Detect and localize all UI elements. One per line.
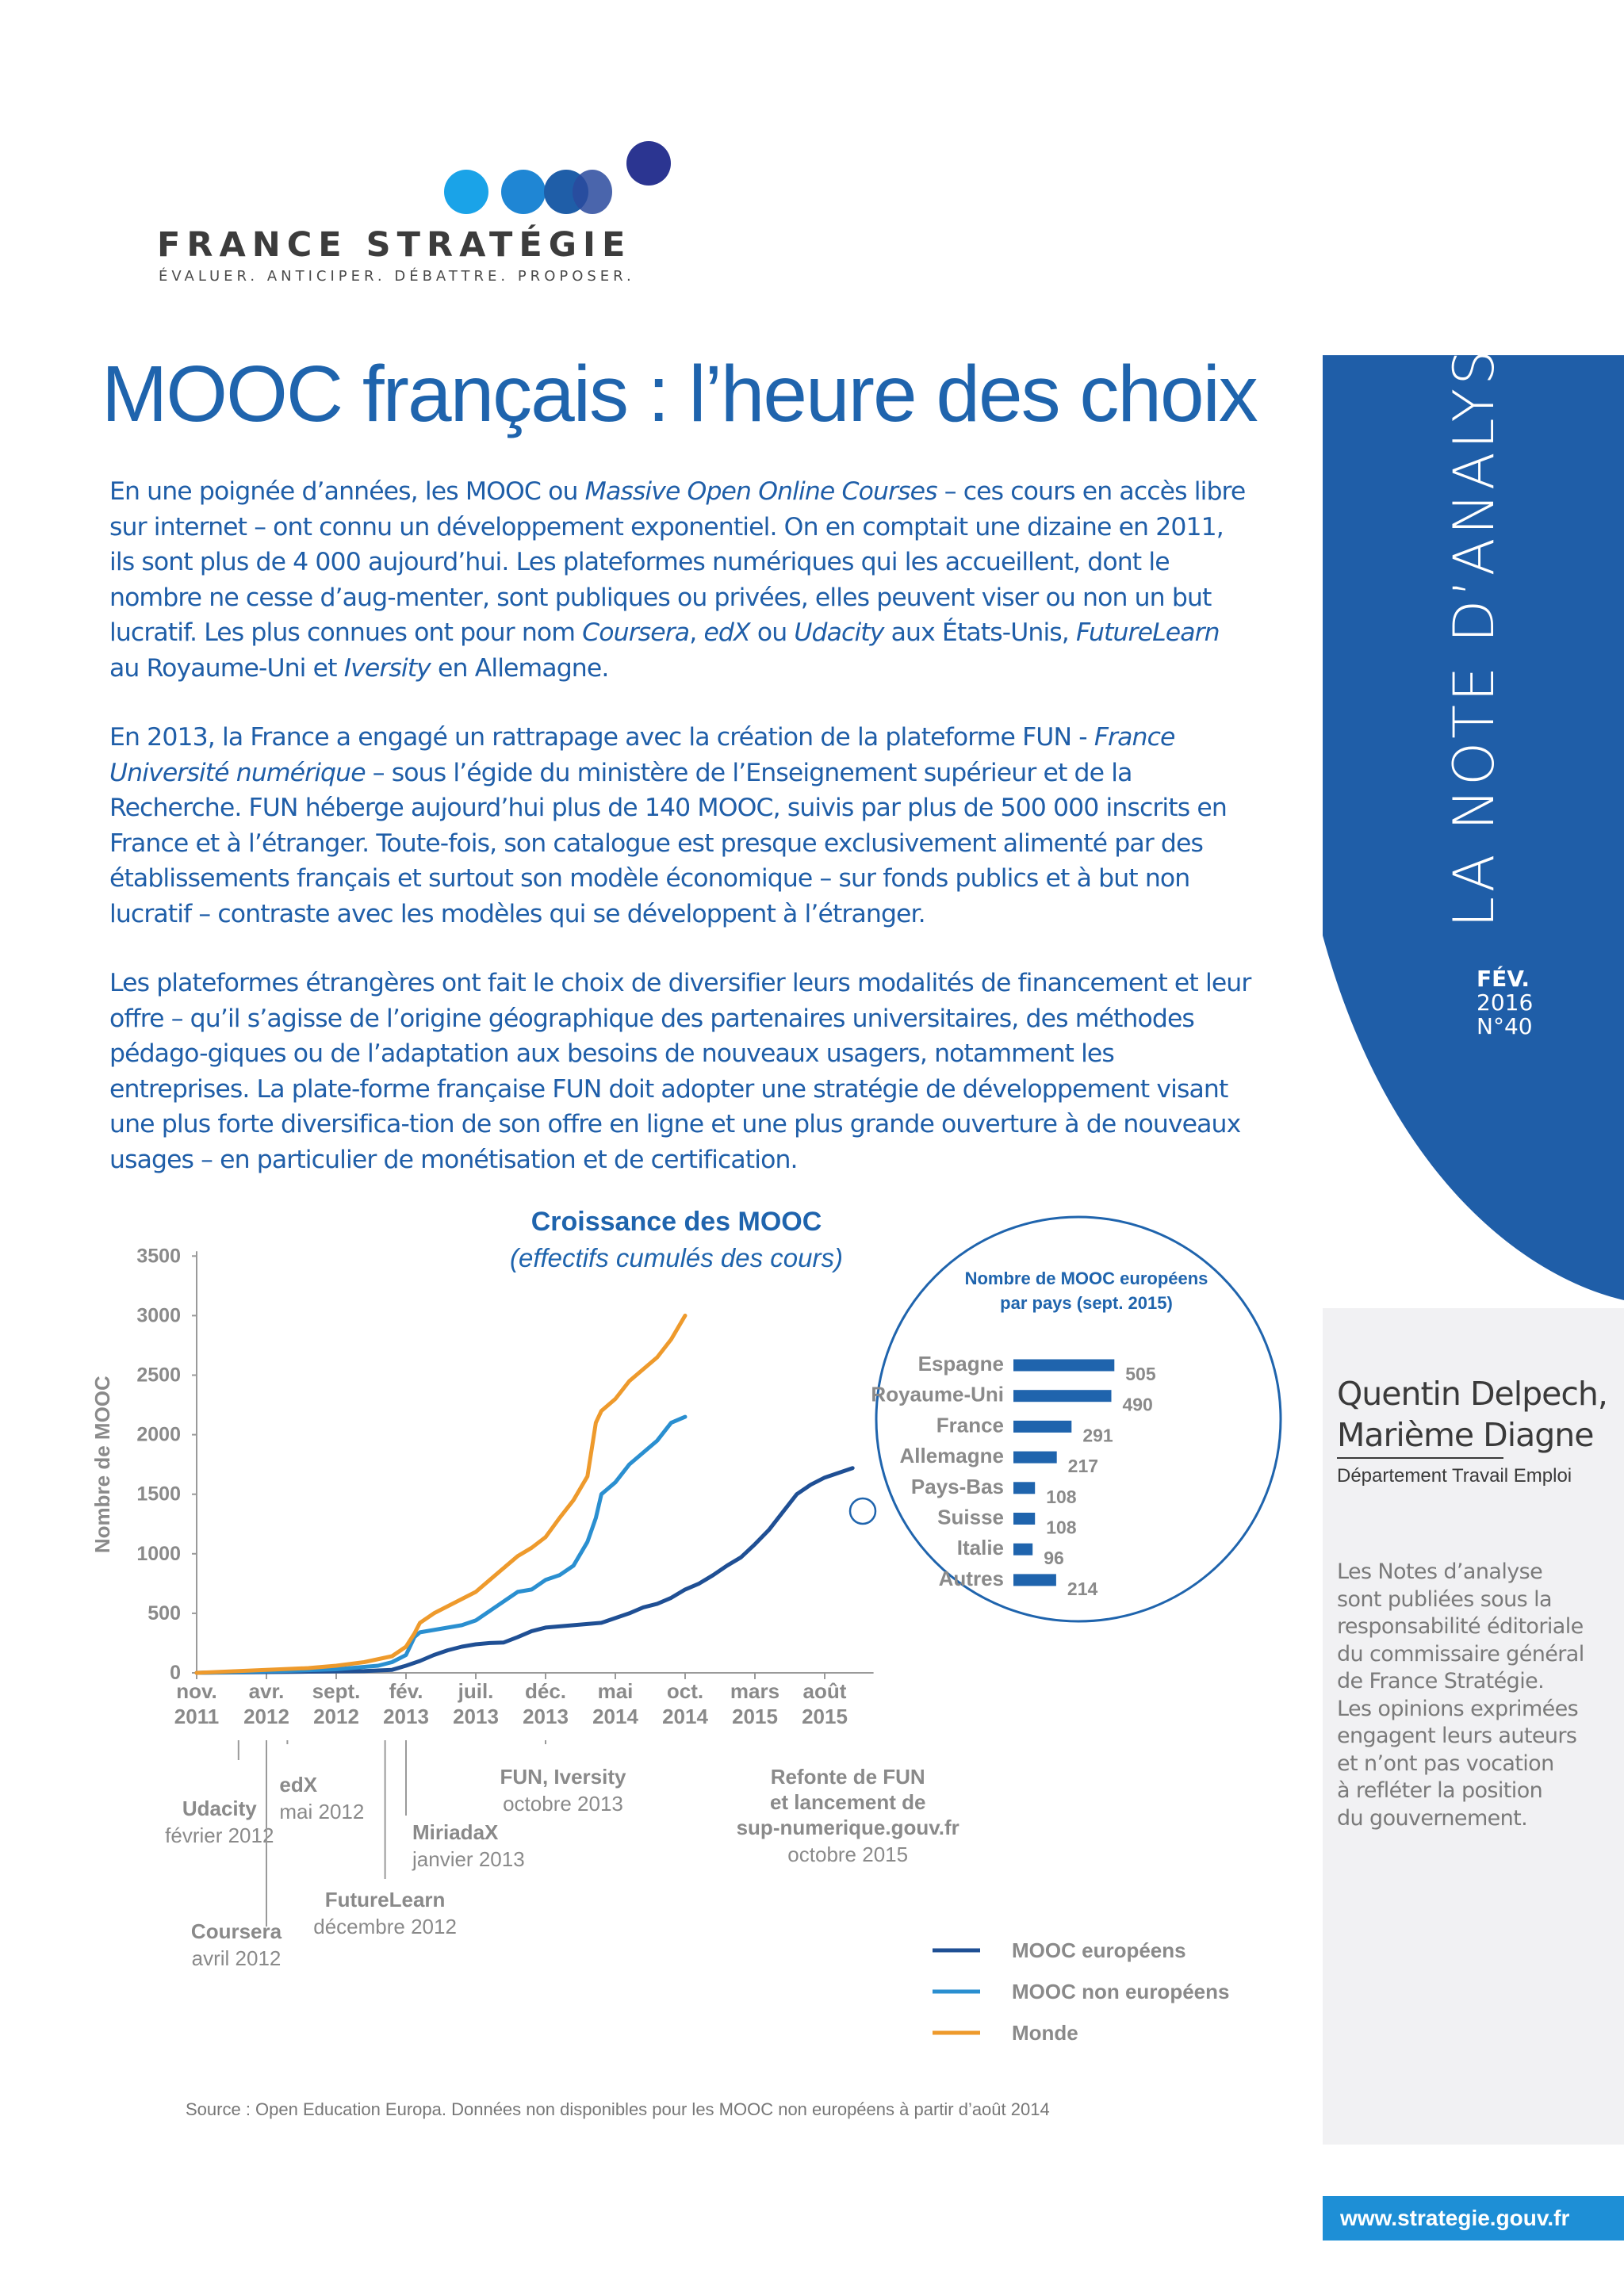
text-run: En une poignée d’années, les MOOC ou [109, 477, 585, 506]
event-name: Coursera [190, 1919, 282, 1943]
event-date: octobre 2015 [787, 1843, 909, 1866]
event-date: avril 2012 [191, 1946, 282, 1970]
x-tick-label: fév. [389, 1679, 423, 1703]
disclaimer-line: responsabilité éditoriale [1337, 1614, 1584, 1639]
intro-paragraph-2 [109, 720, 1251, 932]
legend-label: MOOC européens [1012, 1938, 1186, 1962]
emphasis-text: Massive Open Online Courses [584, 477, 937, 506]
disclaimer-line: engagent leurs auteurs [1337, 1724, 1577, 1748]
issue-number: N°40 [1477, 1013, 1533, 1039]
intro-text [109, 474, 1251, 1211]
legend-label: Monde [1012, 2021, 1078, 2045]
bar [1013, 1544, 1032, 1556]
bar-category-label: Royaume-Uni [871, 1382, 1004, 1406]
author-divider [1337, 1457, 1503, 1459]
series-title: LA NOTE D’ANALYSE [1442, 308, 1507, 928]
x-tick-label: 2013 [523, 1705, 569, 1728]
y-tick-label: 1500 [136, 1483, 181, 1506]
emphasis-text: France Université numérique [109, 723, 1175, 787]
brand-tagline: ÉVALUER. ANTICIPER. DÉBATTRE. PROPOSER. [159, 268, 635, 285]
text-run: – sous l’égide du ministère de l’Enseignement supérieur et de la Recherche. FUN héberge aujourd’hui plus de 140 MOOC, suivis par plus de 500 000 inscrits en France et à l’étranger. Toute-fois, son catalogue est presque exclusivement alimenté par des établissements français et surtout son modèle économique – sur fonds publics et à but non lucratif – contraste avec les modèles qui se développent à l’étranger. [109, 758, 1227, 928]
x-tick-label: 2015 [732, 1705, 778, 1728]
emphasis-text: Coursera [582, 618, 690, 647]
x-tick-label: 2013 [453, 1705, 499, 1728]
disclaimer-line: Les opinions exprimées [1337, 1696, 1579, 1721]
bar-value-label: 505 [1125, 1364, 1156, 1384]
text-run: – ces cours en accès libre sur internet – ont connu un développement exponentiel. On en comptait une dizaine en 2011, ils sont plus de 4 000 aujourd’hui. Les plateformes numériques qui les accueillent, dont le nombre ne cesse d’aug-menter, sont publiques ou privées, elles peuvent viser ou non un but lucratif. Les plus connues ont pour nom [109, 477, 1246, 647]
disclaimer-line: de France Stratégie. [1337, 1669, 1545, 1693]
bar-category-label: Italie [956, 1536, 1004, 1560]
emphasis-text: Iversity [343, 653, 431, 683]
bar [1013, 1513, 1035, 1525]
emphasis-text: edX [703, 618, 750, 647]
y-tick-label: 500 [147, 1601, 181, 1624]
y-tick-label: 3500 [136, 1245, 181, 1268]
x-tick-label: avr. [248, 1679, 285, 1703]
issue-month: FÉV. [1477, 966, 1530, 992]
page-title: MOOC français : l’heure des choix [102, 350, 1257, 438]
bar [1013, 1574, 1056, 1586]
logo-dot-5 [626, 141, 671, 186]
bar-value-label: 490 [1122, 1394, 1153, 1415]
department: Département Travail Emploi [1337, 1465, 1572, 1487]
bar-value-label: 291 [1082, 1425, 1113, 1446]
disclaimer-line: du commissaire général [1337, 1641, 1584, 1667]
bar-value-label: 108 [1046, 1486, 1077, 1507]
text-run: aux États-Unis, [883, 618, 1077, 647]
author-1: Quentin Delpech, [1337, 1375, 1607, 1413]
bar-category-label: Suisse [937, 1505, 1004, 1529]
text-run: en Allemagne. [430, 653, 609, 683]
x-tick-label: mai [597, 1679, 634, 1703]
y-tick-label: 3000 [136, 1304, 181, 1327]
bar-value-label: 96 [1044, 1548, 1064, 1569]
website-link[interactable]: www.strategie.gouv.fr [1323, 2196, 1624, 2241]
issue-info [1477, 967, 1533, 1039]
bar-chart-title: par pays (sept. 2015) [1000, 1293, 1173, 1313]
chart-subtitle: (effectifs cumulés des cours) [510, 1243, 843, 1272]
x-tick-label: 2012 [313, 1705, 359, 1728]
text-run: au Royaume-Uni et [109, 653, 344, 683]
x-tick-label: sept. [312, 1679, 361, 1703]
bar-category-label: Espagne [917, 1352, 1004, 1376]
x-tick-label: oct. [666, 1679, 704, 1703]
series-line-mooc-européens [197, 1468, 852, 1673]
bar-category-label: France [936, 1413, 1004, 1437]
event-name: FutureLearn [324, 1888, 446, 1911]
y-tick-label: 1000 [136, 1542, 181, 1565]
bar [1013, 1452, 1057, 1464]
event-name: edX [279, 1773, 318, 1797]
x-tick-label: 2011 [174, 1705, 220, 1728]
emphasis-text: Udacity [794, 618, 884, 647]
y-tick-label: 2500 [136, 1364, 181, 1387]
bar-value-label: 108 [1046, 1517, 1077, 1538]
x-tick-label: déc. [524, 1679, 567, 1703]
brand-logo [0, 0, 714, 301]
series-line-mooc-non-européens [197, 1417, 685, 1673]
y-tick-label: 0 [170, 1662, 181, 1684]
event-name: Refonte de FUN [770, 1765, 925, 1789]
disclaimer-line: à refléter la position [1337, 1778, 1543, 1803]
event-date: février 2012 [165, 1823, 274, 1847]
y-axis-label: Nombre de MOOC [90, 1376, 114, 1554]
x-tick-label: août [802, 1679, 847, 1703]
disclaimer [1337, 1559, 1591, 1832]
bar-category-label: Autres [938, 1566, 1004, 1590]
zoom-marker [839, 1487, 887, 1535]
emphasis-text: FutureLearn [1076, 618, 1220, 647]
x-tick-label: 2013 [383, 1705, 429, 1728]
x-tick-label: 2015 [802, 1705, 848, 1728]
x-tick-label: nov. [176, 1679, 217, 1703]
logo-dot-1 [444, 170, 488, 214]
x-tick-label: 2014 [662, 1705, 708, 1728]
event-date: décembre 2012 [313, 1915, 457, 1938]
source-note: Source : Open Education Europa. Données non disponibles pour les MOOC non européens à partir d’août 2014 [186, 2099, 1050, 2119]
x-tick-label: 2012 [243, 1705, 289, 1728]
chart-title: Croissance des MOOC [530, 1207, 822, 1237]
disclaimer-line: Les Notes d’analyse [1337, 1559, 1543, 1584]
text-run: Les plateformes étrangères ont fait le choix de diversifier leurs modalités de financement et leur offre – qu’il s’agisse de l’origine géographique des partenaires universitaires, des méthodes pédago-giques ou de l’adaptation aux besoins de nouveaux usagers, notamment les entreprises. La plate-forme française FUN doit adopter une stratégie de développement visant une plus forte diversifica-tion de son offre en ligne et une plus grande ouverture à de nouveaux usages – en particulier de monétisation et de certification. [109, 969, 1251, 1174]
event-name: MiriadaX [412, 1820, 499, 1844]
disclaimer-line: du gouvernement. [1337, 1805, 1528, 1831]
bar-value-label: 217 [1067, 1456, 1099, 1477]
event-name: et lancement de [769, 1790, 926, 1814]
text-run: , [689, 618, 704, 647]
logo-dot-4 [573, 170, 612, 214]
bar-category-label: Pays-Bas [910, 1474, 1004, 1498]
brand-name: FRANCE STRATÉGIE [157, 225, 632, 265]
bar-value-label: 214 [1067, 1578, 1098, 1599]
authors [1337, 1373, 1607, 1456]
chart-legend [928, 1928, 1293, 2071]
disclaimer-line: et n’ont pas vocation [1337, 1751, 1554, 1776]
country-bar-chart [825, 1213, 1332, 1625]
x-tick-label: 2014 [592, 1705, 638, 1728]
bar-chart-title: Nombre de MOOC européens [964, 1269, 1208, 1288]
author-2: Marième Diagne [1337, 1416, 1594, 1454]
x-tick-label: mars [730, 1679, 780, 1703]
text-run: ou [749, 618, 795, 647]
bar-category-label: Allemagne [899, 1444, 1004, 1468]
issue-year: 2016 [1477, 989, 1534, 1016]
event-name: sup-numerique.gouv.fr [736, 1816, 959, 1839]
event-date: mai 2012 [279, 1800, 365, 1823]
intro-paragraph-1 [109, 474, 1251, 686]
bar [1013, 1421, 1071, 1433]
intro-paragraph-3 [109, 966, 1251, 1177]
event-name: FUN, Iversity [500, 1765, 626, 1789]
bar [1013, 1482, 1035, 1494]
event-name: Udacity [182, 1797, 257, 1820]
disclaimer-line: sont publiées sous la [1337, 1586, 1552, 1612]
event-date: octobre 2013 [503, 1792, 623, 1816]
bar [1013, 1360, 1114, 1372]
y-tick-label: 2000 [136, 1423, 181, 1446]
bar [1013, 1390, 1112, 1402]
text-run: En 2013, la France a engagé un rattrapage avec la création de la plateforme FUN - [109, 723, 1094, 752]
event-date: janvier 2013 [412, 1847, 525, 1871]
logo-dot-2 [501, 170, 546, 214]
legend-label: MOOC non européens [1012, 1980, 1230, 2003]
x-tick-label: juil. [458, 1679, 494, 1703]
zoom-circle [850, 1498, 875, 1524]
